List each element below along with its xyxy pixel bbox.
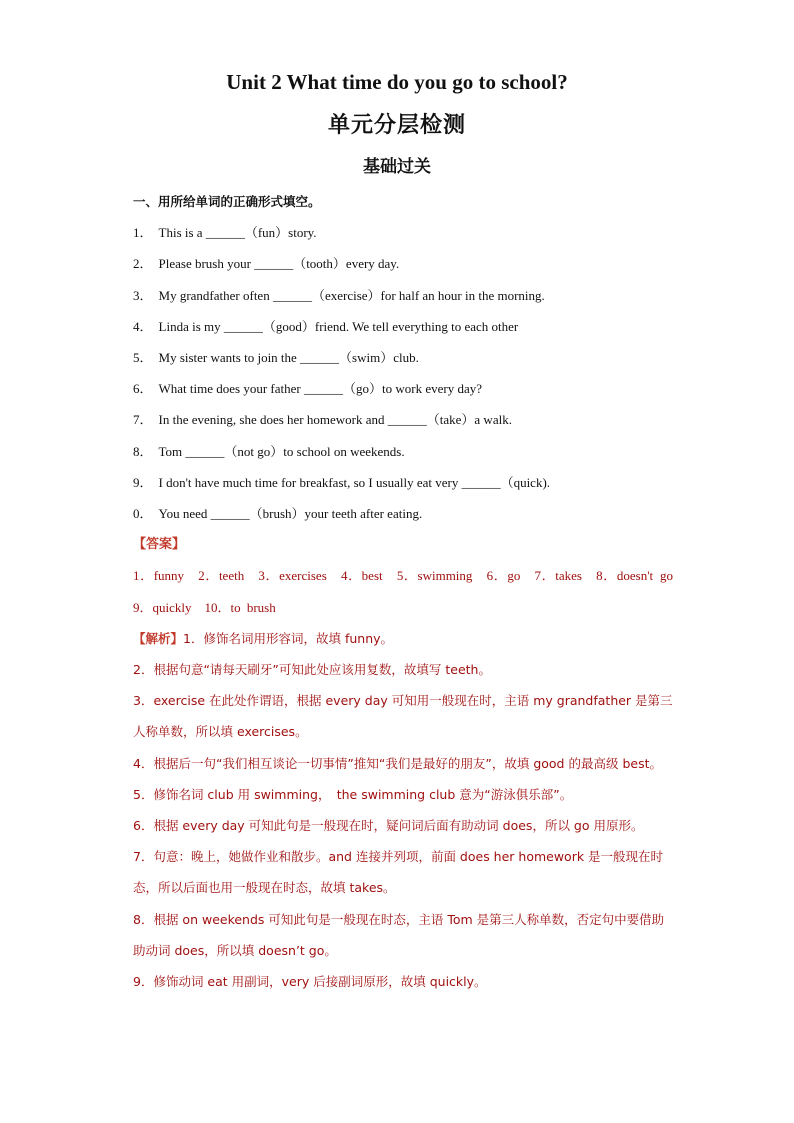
explanation-item: 3．exercise 在此处作谓语，根据 every day 可知用一般现在时，主语 my grandfather 是第三人称单数，所以填 exercises。	[133, 693, 673, 740]
answer-tag: 【答案】	[133, 537, 186, 553]
unit-title: Unit 2 What time do you go to school?	[226, 70, 568, 94]
question-item	[133, 436, 673, 467]
level-subtitle: 基础过关	[363, 157, 431, 177]
question-text: I don't have much time for breakfast, so I usually eat very ______（quick).	[158, 474, 551, 490]
question-number: 6．	[133, 381, 153, 397]
question-text: In the evening, she does her homework and ______（take）a walk.	[158, 412, 512, 428]
question-item	[133, 373, 673, 404]
question-text: My grandfather often ______（exercise）for half an hour in the morning.	[158, 287, 545, 303]
explanation-item: 7．句意：晚上，她做作业和散步。and 连接并列项，前面 does her homework 是一般现在时态，所以后面也用一般现在时态，故填 takes。	[133, 849, 664, 896]
answer-key: 1．funny 2．teeth 3．exercises 4．best 5．swimming 6．go 7．takes 8．doesn't go 9．quickly 10．to brush	[133, 568, 687, 615]
explanation-item: 8．根据 on weekends 可知此句是一般现在时态，主语 Tom 是第三人称单数，否定句中要借助助动词 does，所以填 doesn’t go。	[133, 911, 665, 958]
question-text: This is a ______（fun）story.	[158, 225, 317, 241]
question-number: 1．	[133, 225, 153, 241]
explanation-item: 4．根据后一句“我们相互谈论一切事情”推知“我们是最好的朋友”，故填 good 的最高级 best。	[133, 755, 662, 771]
question-item	[133, 311, 673, 342]
question-text: What time does your father ______（go）to work every day?	[158, 381, 482, 397]
question-number: 3．	[133, 287, 153, 303]
question-text: My sister wants to join the ______（swim）club.	[158, 350, 419, 366]
question-item	[133, 342, 673, 373]
question-item	[133, 404, 673, 435]
question-item	[133, 280, 673, 311]
question-number: 7．	[133, 412, 153, 428]
question-item	[133, 248, 673, 279]
explanation-block	[133, 623, 673, 997]
question-list	[133, 217, 673, 529]
explanation-tag: 【解析】	[133, 630, 184, 646]
question-number: 2．	[133, 256, 153, 272]
question-number: 9．	[133, 474, 153, 490]
content-body	[133, 186, 687, 997]
question-number: 8．	[133, 443, 153, 459]
question-text: Tom ______（not go）to school on weekends.	[158, 443, 405, 459]
question-text: Linda is my ______（good）friend. We tell everything to each other	[158, 318, 519, 334]
question-number: 4．	[133, 318, 153, 334]
question-text: Please brush your ______（tooth）every day.	[158, 256, 400, 272]
question-item	[133, 467, 673, 498]
explanation-text: 1．修饰名词用形容词，故填 funny。	[183, 630, 394, 646]
question-item	[133, 217, 673, 248]
section-heading: 一、用所给单词的正确形式填空。	[133, 194, 321, 209]
explanation-item	[133, 623, 673, 654]
question-item	[133, 498, 673, 529]
explanation-item: 9．修饰动词 eat 用副词，very 后接副词原形，故填 quickly。	[133, 974, 487, 990]
explanation-item: 6．根据 every day 可知此句是一般现在时，疑问词后面有助动词 does，所以 go 用原形。	[133, 818, 644, 834]
test-title: 单元分层检测	[327, 113, 466, 138]
question-number: 0．	[133, 506, 153, 522]
explanation-item: 5．修饰名词 club 用 swimming， the swimming club 意为“游泳俱乐部”。	[133, 786, 573, 802]
explanation-item: 2．根据句意“请每天刷牙”可知此处应该用复数，故填写 teeth。	[133, 662, 491, 678]
question-number: 5．	[133, 350, 153, 366]
question-text: You need ______（brush）your teeth after eating.	[158, 506, 423, 522]
